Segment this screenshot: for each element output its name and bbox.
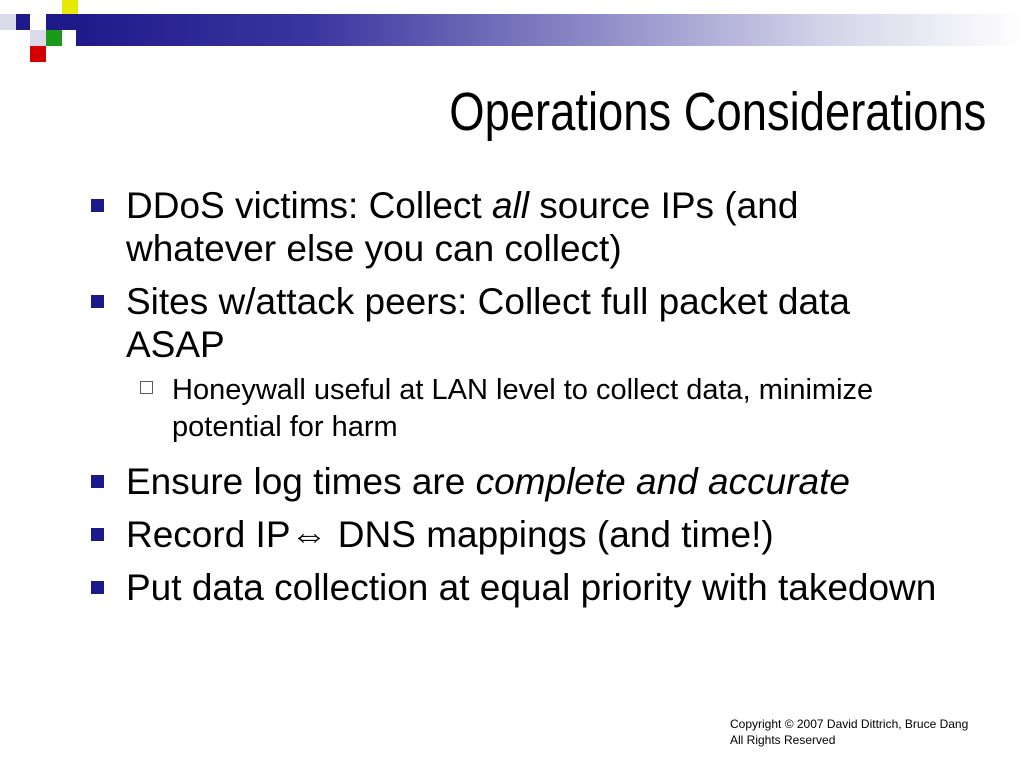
blue-square [14, 14, 30, 30]
square-bullet-icon [91, 475, 104, 488]
blue-square [62, 14, 78, 30]
bullet-item: DDoS victims: Collect all source IPs (and whatever else you can collect) [88, 184, 948, 270]
checker-squares-logo [0, 0, 80, 64]
bullet-item: Ensure log times are complete and accurate [88, 460, 948, 503]
bullet-item: Put data collection at equal priority with takedown [88, 566, 948, 609]
double-arrow-icon: ⇔ [290, 514, 328, 555]
square-bullet-icon [91, 199, 104, 212]
red-square [30, 46, 46, 62]
sub-bullet-item: Honeywall useful at LAN level to collect data, minimize potential for harm [88, 372, 948, 446]
white-square [14, 30, 30, 46]
blue-square [46, 14, 62, 30]
bullet-item: Sites w/attack peers: Collect full packet data ASAP [88, 280, 948, 366]
header-ribbon [76, 14, 1024, 46]
copyright-notice: Copyright © 2007 David Dittrich, Bruce Dang All Rights Reserved [730, 717, 969, 747]
light-square [30, 30, 46, 46]
bullet-item: Record IP⇔ DNS mappings (and time!) [88, 513, 948, 556]
square-bullet-icon [91, 581, 104, 594]
hollow-square-bullet-icon [140, 381, 153, 394]
square-bullet-icon [91, 295, 104, 308]
green-square [46, 30, 62, 46]
light-square [0, 14, 16, 30]
bullet-list [88, 184, 948, 619]
slide-title: Operations Considerations [448, 82, 986, 142]
square-bullet-icon [91, 528, 104, 541]
